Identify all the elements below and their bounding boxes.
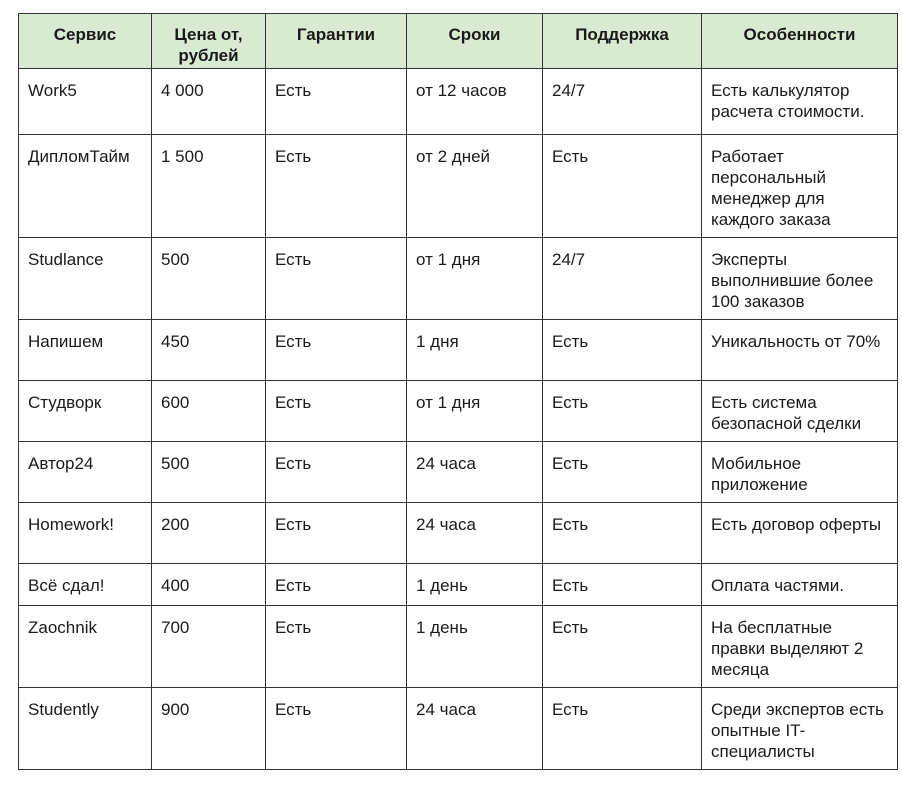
cell-service: Всё сдал! <box>19 564 152 606</box>
table-row <box>19 135 898 238</box>
cell-terms: 24 часа <box>407 503 543 564</box>
cell-features: Оплата частями. <box>702 564 898 606</box>
header-row <box>19 14 898 69</box>
cell-guarantees: Есть <box>266 564 407 606</box>
cell-terms: 1 дня <box>407 320 543 381</box>
cell-terms: 24 часа <box>407 442 543 503</box>
cell-guarantees: Есть <box>266 381 407 442</box>
cell-features: Есть калькулятор расчета стоимости. <box>702 69 898 135</box>
cell-features: На бесплатные правки выделяют 2 месяца <box>702 606 898 688</box>
cell-support: Есть <box>543 688 702 770</box>
cell-terms: 1 день <box>407 564 543 606</box>
cell-support: Есть <box>543 135 702 238</box>
cell-features: Среди экспертов есть опытные IT-специалисты <box>702 688 898 770</box>
table-row <box>19 69 898 135</box>
cell-support: Есть <box>543 606 702 688</box>
cell-price: 700 <box>152 606 266 688</box>
cell-guarantees: Есть <box>266 442 407 503</box>
cell-terms: от 1 дня <box>407 238 543 320</box>
cell-service: Homework! <box>19 503 152 564</box>
cell-price: 400 <box>152 564 266 606</box>
cell-service: Studlance <box>19 238 152 320</box>
header-terms: Сроки <box>407 14 543 69</box>
header-features: Особенности <box>702 14 898 69</box>
cell-features: Есть договор оферты <box>702 503 898 564</box>
cell-guarantees: Есть <box>266 238 407 320</box>
cell-support: 24/7 <box>543 238 702 320</box>
cell-price: 500 <box>152 442 266 503</box>
cell-guarantees: Есть <box>266 503 407 564</box>
cell-guarantees: Есть <box>266 69 407 135</box>
cell-price: 4 000 <box>152 69 266 135</box>
header-price: Цена от, рублей <box>152 14 266 69</box>
cell-price: 1 500 <box>152 135 266 238</box>
cell-features: Есть система безопасной сделки <box>702 381 898 442</box>
table-row <box>19 442 898 503</box>
header-support: Поддержка <box>543 14 702 69</box>
cell-price: 200 <box>152 503 266 564</box>
table-row <box>19 564 898 606</box>
cell-support: Есть <box>543 503 702 564</box>
cell-service: Напишем <box>19 320 152 381</box>
cell-features: Эксперты выполнившие более 100 заказов <box>702 238 898 320</box>
cell-support: Есть <box>543 564 702 606</box>
table-row <box>19 320 898 381</box>
cell-guarantees: Есть <box>266 688 407 770</box>
cell-support: Есть <box>543 381 702 442</box>
cell-service: Студворк <box>19 381 152 442</box>
cell-terms: от 2 дней <box>407 135 543 238</box>
cell-features: Мобильное приложение <box>702 442 898 503</box>
cell-terms: 1 день <box>407 606 543 688</box>
cell-service: Studently <box>19 688 152 770</box>
cell-service: Автор24 <box>19 442 152 503</box>
header-service: Сервис <box>19 14 152 69</box>
header-guarantees: Гарантии <box>266 14 407 69</box>
cell-price: 450 <box>152 320 266 381</box>
cell-price: 500 <box>152 238 266 320</box>
cell-guarantees: Есть <box>266 135 407 238</box>
cell-guarantees: Есть <box>266 606 407 688</box>
comparison-table <box>18 13 898 770</box>
cell-price: 900 <box>152 688 266 770</box>
cell-terms: 24 часа <box>407 688 543 770</box>
table-row <box>19 238 898 320</box>
cell-service: Zaochnik <box>19 606 152 688</box>
cell-service: Work5 <box>19 69 152 135</box>
table-row <box>19 381 898 442</box>
table-row <box>19 503 898 564</box>
cell-service: ДипломТайм <box>19 135 152 238</box>
cell-support: Есть <box>543 442 702 503</box>
cell-support: Есть <box>543 320 702 381</box>
cell-price: 600 <box>152 381 266 442</box>
cell-guarantees: Есть <box>266 320 407 381</box>
cell-terms: от 1 дня <box>407 381 543 442</box>
table-row <box>19 606 898 688</box>
cell-support: 24/7 <box>543 69 702 135</box>
table-row <box>19 688 898 770</box>
cell-features: Уникальность от 70% <box>702 320 898 381</box>
cell-terms: от 12 часов <box>407 69 543 135</box>
cell-features: Работает персональный менеджер для каждого заказа <box>702 135 898 238</box>
